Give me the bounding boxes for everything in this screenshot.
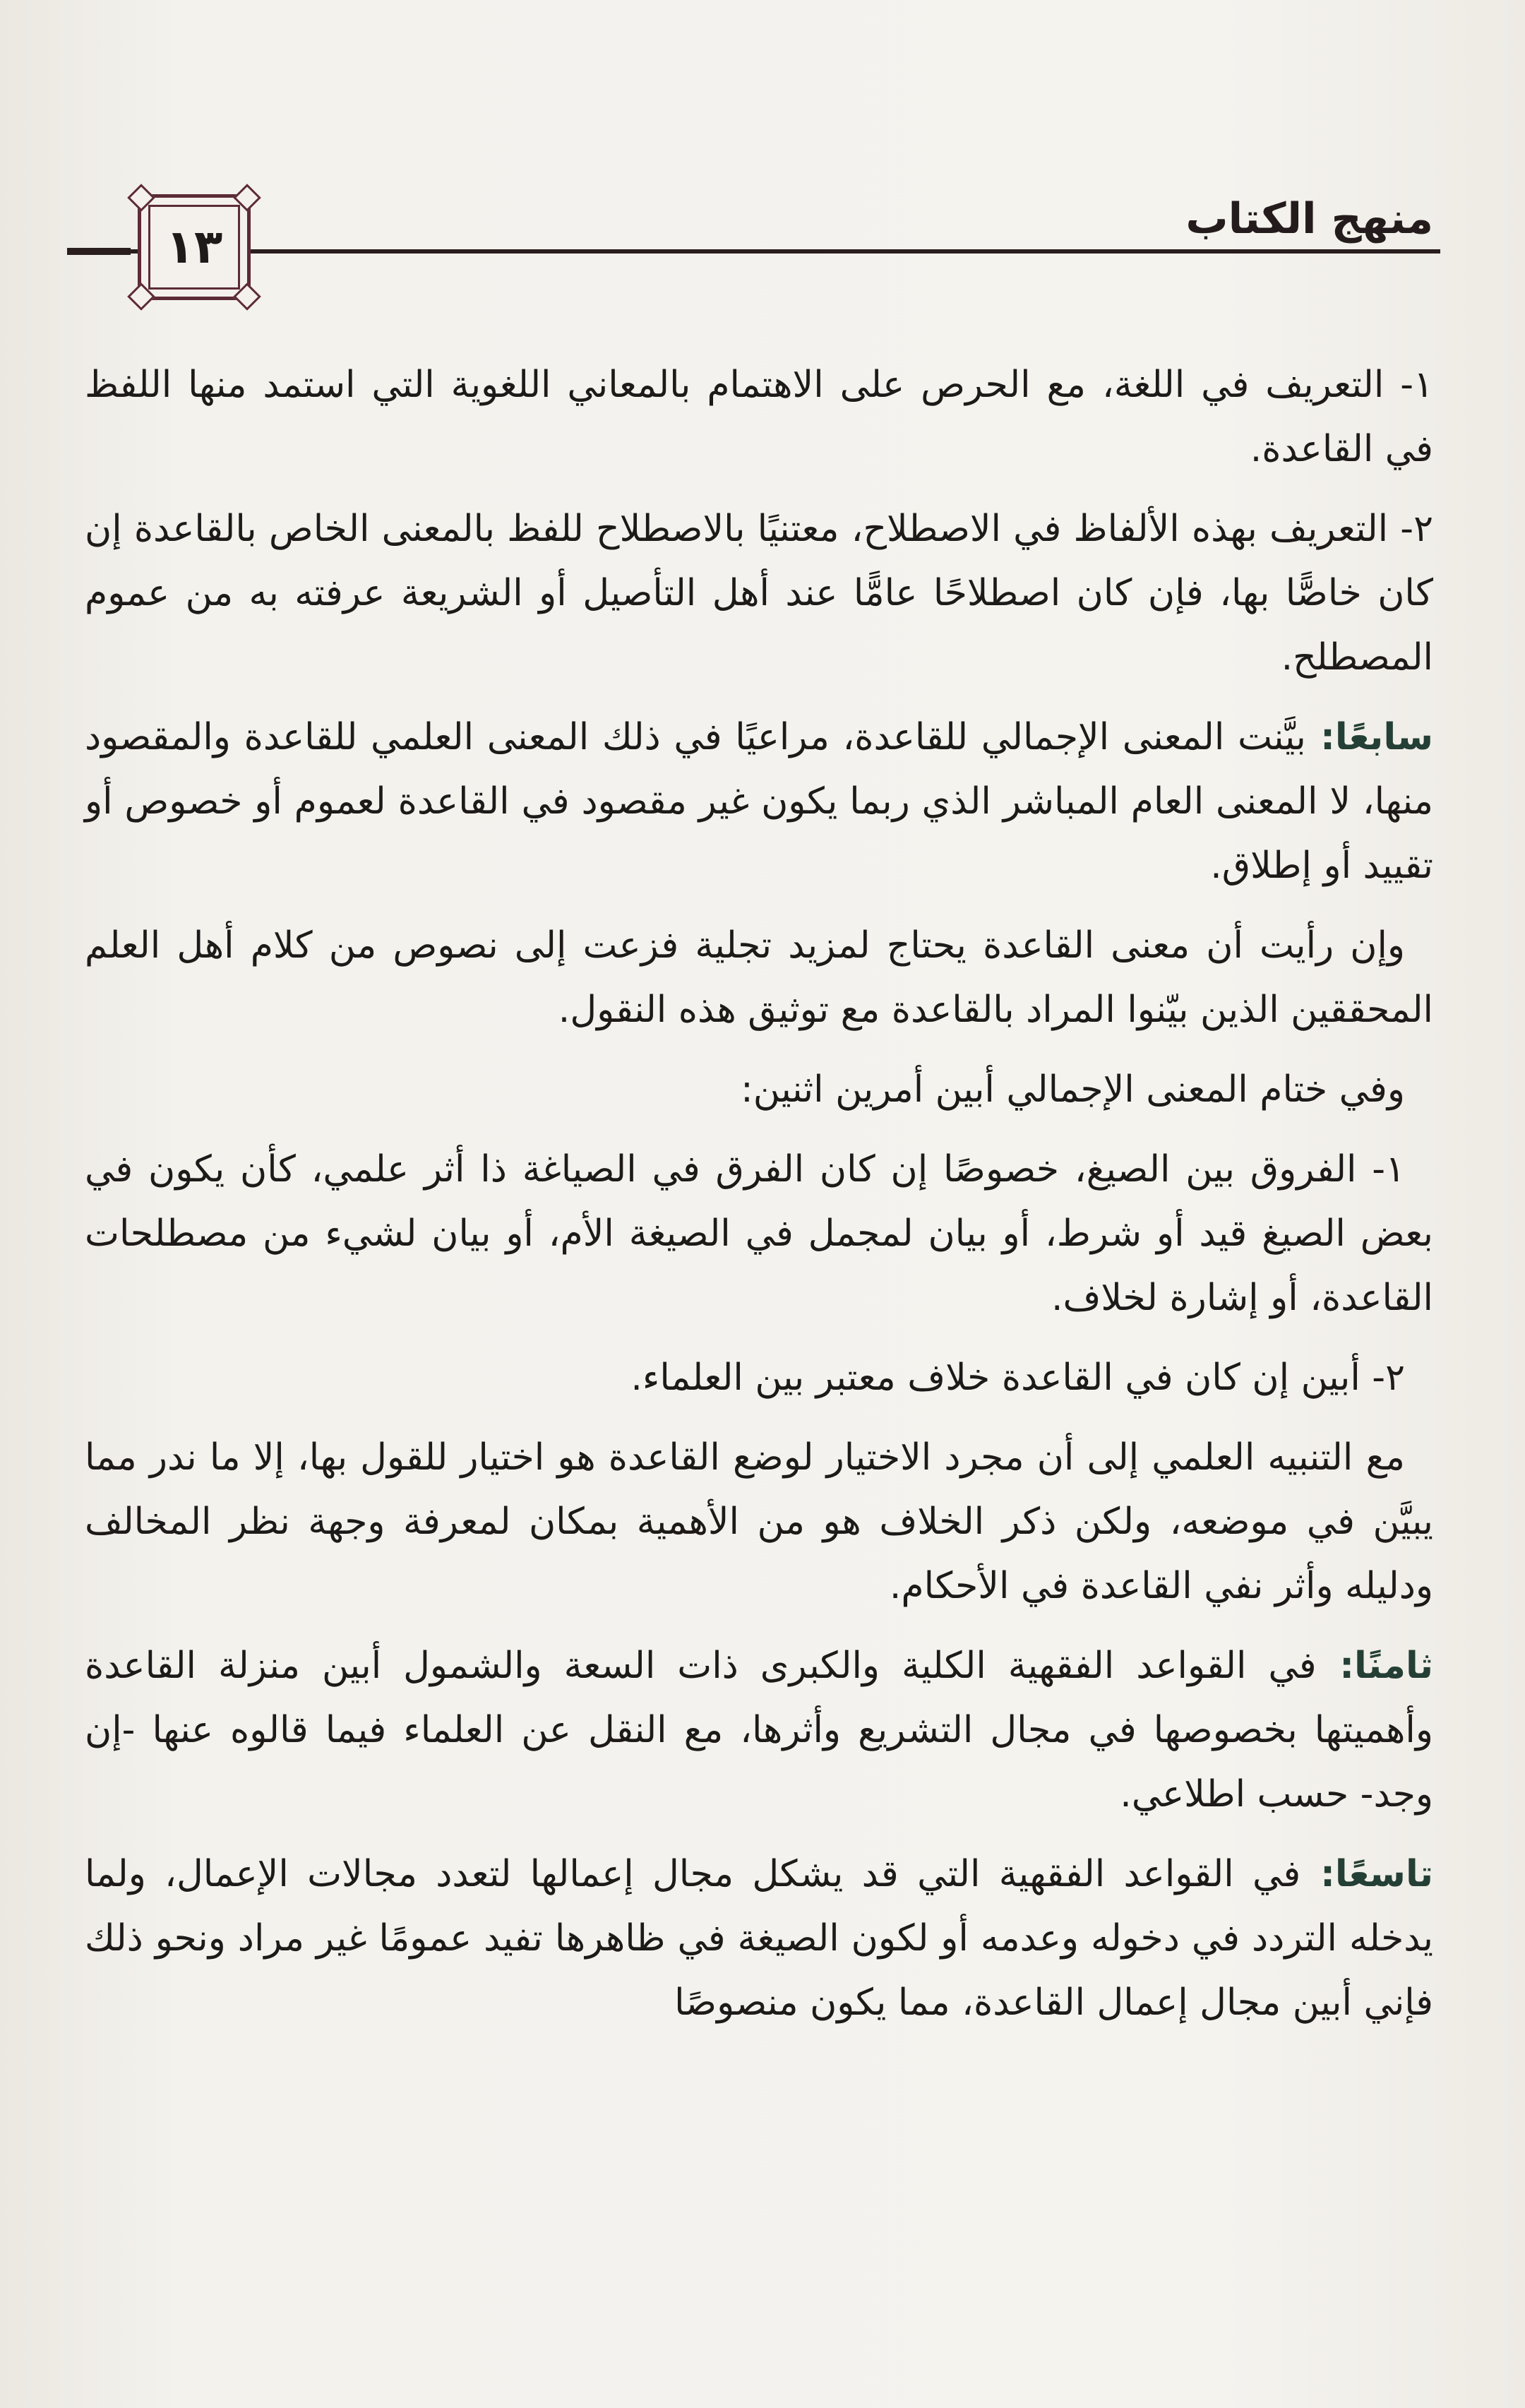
paragraph-lead: ١- [1384,364,1434,406]
ornament-corner [127,184,155,212]
paragraph-text: بيَّنت المعنى الإجمالي للقاعدة، مراعيًا في ذلك المعنى العلمي للقاعدة والمقصود منها، لا المعنى العام المباشر الذي ربما يكون غير مقصود في القاعدة لعموم أو خصوص أو تقييد أو إطلاق. [85,716,1433,887]
header-rule [67,249,1440,254]
paragraph-text: في القواعد الفقهية الكلية والكبرى ذات السعة والشمول أبين منزلة القاعدة وأهميتها بخصوصها في مجال التشريع وأثرها، مع النقل عن العلماء فيما قالوه عنها -إن وجد- حسب اطلاعي. [85,1645,1433,1816]
paragraph-lead: ثامنًا: [1316,1645,1433,1687]
paragraph-text: التعريف في اللغة، مع الحرص على الاهتمام بالمعاني اللغوية التي استمد منها اللفظ في القاعدة. [85,364,1433,470]
paragraph-text: التعريف بهذه الألفاظ في الاصطلاح، معتنيًا بالاصطلاح للفظ بالمعنى الخاص بالقاعدة إن كان خاصًّا بها، فإن كان اصطلاحًا عامًّا عند أهل التأصيل أو الشريعة عرفته به من عموم المصطلح. [85,508,1433,679]
paragraph [85,1634,1433,1827]
paragraph-lead: تاسعًا: [1300,1853,1433,1895]
paragraph [85,1138,1433,1330]
paragraph [85,497,1433,690]
page-number-badge [138,194,251,300]
ornament-corner [233,282,261,311]
paragraph [85,353,1433,482]
paragraph [85,1058,1433,1122]
page-body [85,353,1433,2051]
paragraph [85,1842,1433,2035]
paragraph-lead: ١- [1356,1148,1406,1191]
paragraph [85,705,1433,898]
running-title: منهج الكتاب [1185,194,1433,244]
paragraph-text: وفي ختام المعنى الإجمالي أبين أمرين اثنين: [741,1068,1405,1111]
paragraph-text: في القواعد الفقهية التي قد يشكل مجال إعمالها لتعدد مجالات الإعمال، ولما يدخله التردد في دخوله وعدمه أو لكون الصيغة في ظاهرها تفيد عمومًا غير مراد ونحو ذلك فإني أبين مجال إعمال القاعدة، مما يكون منصوصًا [85,1853,1433,2024]
paragraph-text: أبين إن كان في القاعدة خلاف معتبر بين العلماء. [630,1357,1360,1399]
paragraph-lead: ٢- [1360,1357,1405,1399]
header-rule-cap [67,248,131,255]
paragraph-text: وإن رأيت أن معنى القاعدة يحتاج لمزيد تجلية فزعت إلى نصوص من كلام أهل العلم المحققين الذين بيّنوا المراد بالقاعدة مع توثيق هذه النقول. [85,924,1433,1031]
paragraph-text: الفروق بين الصيغ، خصوصًا إن كان الفرق في الصياغة ذا أثر علمي، كأن يكون في بعض الصيغ قيد أو شرط، أو بيان لمجمل في الصيغة الأم، أو بيان لشيء من مصطلحات القاعدة، أو إشارة لخلاف. [85,1148,1433,1319]
paragraph [85,1426,1433,1619]
page-header [0,180,1525,300]
paragraph-text: مع التنبيه العلمي إلى أن مجرد الاختيار لوضع القاعدة هو اختيار للقول بها، إلا ما ندر مما يبيَّن في موضعه، ولكن ذكر الخلاف هو من الأهمية بمكان لمعرفة وجهة نظر المخالف ودليله وأثر نفي القاعدة في الأحكام. [85,1436,1433,1607]
paragraph [85,1346,1433,1410]
paragraph [85,914,1433,1042]
page-number: ١٣ [165,220,223,274]
paragraph-lead: سابعًا: [1305,716,1433,758]
paragraph-lead: ٢- [1388,508,1433,550]
ornament-corner [233,184,261,212]
ornament-corner [127,282,155,311]
